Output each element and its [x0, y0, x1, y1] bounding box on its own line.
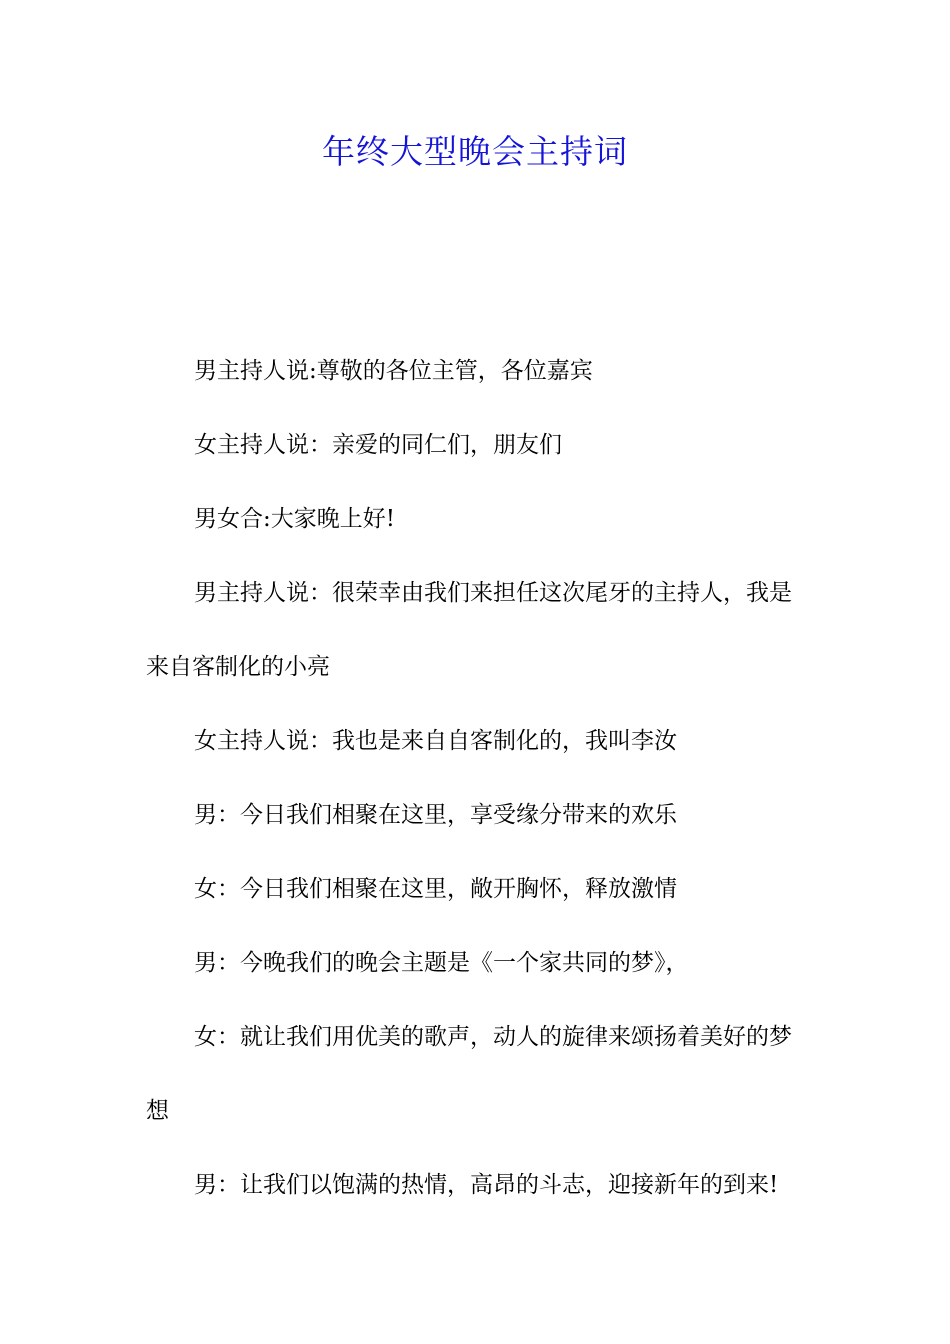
paragraph: 女：今日我们相聚在这里，敞开胸怀，释放激情: [194, 876, 677, 902]
paragraph: 男女合:大家晚上好!: [194, 506, 395, 532]
paragraph: 男主持人说：很荣幸由我们来担任这次尾牙的主持人，我是来自客制化的小亮: [146, 580, 792, 680]
paragraph: 男：今晚我们的晚会主题是《一个家共同的梦》，: [194, 950, 689, 976]
paragraph: 男主持人说:尊敬的各位主管，各位嘉宾: [194, 358, 593, 384]
paragraph: 女主持人说：亲爱的同仁们，朋友们: [194, 432, 562, 458]
document-body: [146, 334, 808, 1222]
document-title: 年终大型晚会主持词: [322, 132, 628, 171]
paragraph: 女主持人说：我也是来自自客制化的，我叫李汝: [194, 728, 677, 754]
paragraph: 女：就让我们用优美的歌声，动人的旋律来颂扬着美好的梦想: [146, 1024, 792, 1124]
paragraph: 男：今日我们相聚在这里，享受缘分带来的欢乐: [194, 802, 677, 828]
paragraph: 男：让我们以饱满的热情，高昂的斗志，迎接新年的到来!: [194, 1172, 779, 1198]
